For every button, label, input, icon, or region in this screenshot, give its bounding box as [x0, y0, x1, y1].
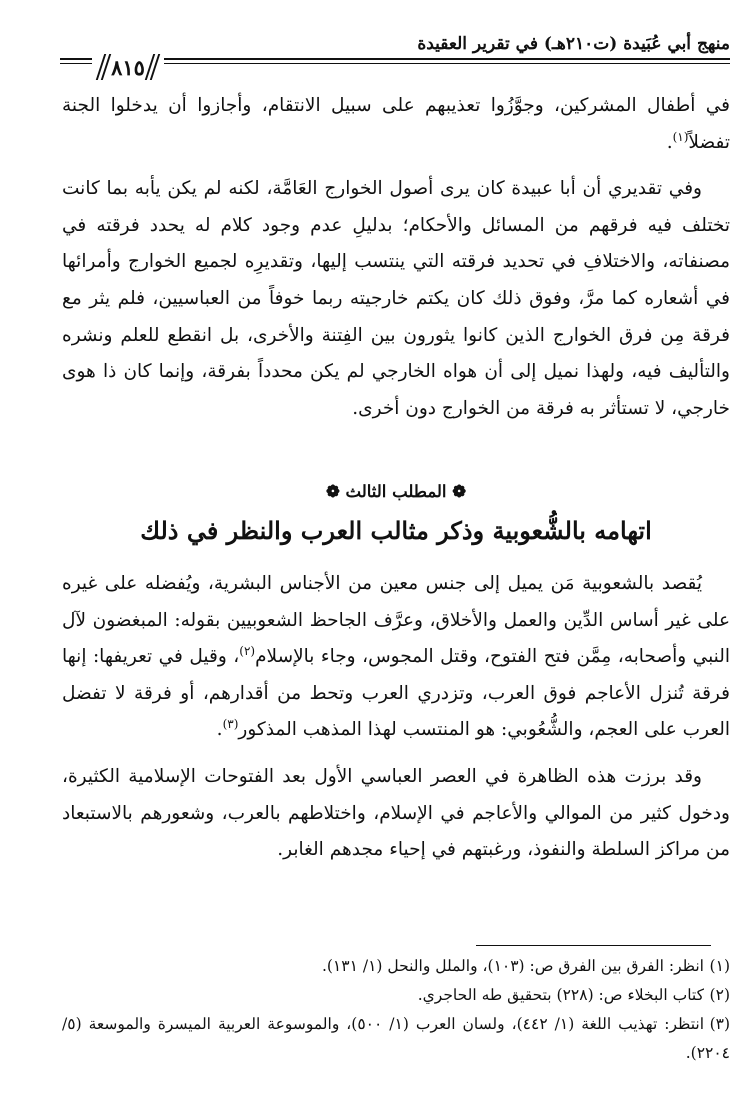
header-title: منهج أبي عُبَيدة (ت٢١٠هـ) في تقرير العقيدة	[417, 34, 730, 54]
footnote-number: (١)	[709, 957, 730, 975]
paragraph-continuation	[62, 88, 730, 161]
footnote-text: انتظر: تهذيب اللغة (١/ ٤٤٢)، ولسان العرب (١/ ٥٠٠)، والموسوعة العربية الميسرة والموسعة (٥/ ٢٢٠٤).	[62, 1015, 730, 1062]
footnote-number: (٢)	[709, 986, 730, 1004]
page-number-bar-left	[145, 54, 160, 80]
body-text-top	[62, 88, 730, 427]
footnote	[62, 1010, 730, 1068]
paragraph-tail: .	[666, 131, 673, 153]
paragraph-text: ، وقيل في تعريفها: إنها فرقة تُنزل الأعاجم فوق العرب، وتزدري العرب وتحط من أقدارهم، أو فرقة لا تفضل العرب على العجم، والشُّعُوبي: هو المنتسب لهذا المذهب المذكور	[62, 646, 730, 741]
paragraph-text: وقد برزت هذه الظاهرة في العصر العباسي الأول بعد الفتوحات الإسلامية الكثيرة، ودخول كثير من الموالي والأعاجم في الإسلام، واختلاطهم بالعرب، وشعورهم بالاستبعاد من مراكز السلطة والنفوذ، ورغبتهم في إحياء مجدهم الغابر.	[62, 765, 730, 861]
paragraph-text: يُقصد بالشعوبية مَن يميل إلى جنس معين من الأجناس البشرية، ويُفضله على غيره على غير أساس الدِّين والعمل والأخلاق، وعرَّف الجاحظ الشعوبيين بقوله: المبغضون لآل النبي وأصحابه، مِمَّن فتح الفتوح، وقتل المجوس، وجاء بالإسلام	[62, 573, 731, 668]
footnotes	[62, 952, 730, 1068]
footnote-text: انظر: الفرق بين الفرق ص: (١٠٣)، والملل والنحل (١/ ١٣١).	[321, 957, 704, 975]
footnote-number: (٣)	[709, 1015, 731, 1033]
footnote-marker: (٣)	[222, 717, 239, 732]
footnote	[62, 981, 730, 1010]
page-number: ٨١٥	[111, 54, 145, 80]
page-number-box	[92, 54, 164, 80]
paragraph-text: في أطفال المشركين، وجوَّزُوا تعذيبهم على سبيل الانتقام، وأجازوا أن يدخلوا الجنة تفضلاً	[62, 95, 730, 153]
footnote	[62, 952, 730, 981]
body-text-bottom	[62, 566, 730, 869]
section-label: ❁ المطلب الثالث ❁	[325, 482, 467, 501]
paragraph	[62, 566, 730, 749]
paragraph	[62, 171, 730, 427]
page-number-bar-right	[96, 54, 111, 80]
footnote-marker: (٢)	[239, 644, 256, 659]
footnote-separator	[476, 945, 711, 946]
footnote-marker: (١)	[672, 129, 689, 144]
paragraph-text: وفي تقديري أن أبا عبيدة كان يرى أصول الخوارج العَامَّة، لكنه لم يكن يأبه بما كانت تختلف فيه فرقهم من المسائل والأحكام؛ بدليلِ عدم وجود كلام له يحدد فرقته في مصنفاته، والاختلافِ في تحديد فرقته التي ينتسب إليها، وتقديرِه لجميع الخوارج وأمرائها في أشعاره كما مرَّ، وفوق ذلك كان يكتم خارجيته ربما خوفاً من العباسيين، فلم يثر مع فرقة مِن فرق الخوارج الذين كانوا يثورون بين الفِتنة والأخرى، بل انقطع للعلم ونشره والتأليف فيه، ولهذا نميل إلى أن هواه الخارجي لم يكن محدداً بفرقة، وإنما كان ذا هوى خارجي، لا تستأثر به فرقة من الخوارج دون أخرى.	[62, 178, 730, 419]
section-title: اتهامه بالشُّعوبية وذكر مثالب العرب والنظر في ذلك	[140, 516, 652, 545]
paragraph	[62, 759, 730, 869]
footnote-text: كتاب البخلاء ص: (٢٢٨) بتحقيق طه الحاجري.	[417, 986, 704, 1004]
paragraph-tail: .	[216, 719, 223, 741]
